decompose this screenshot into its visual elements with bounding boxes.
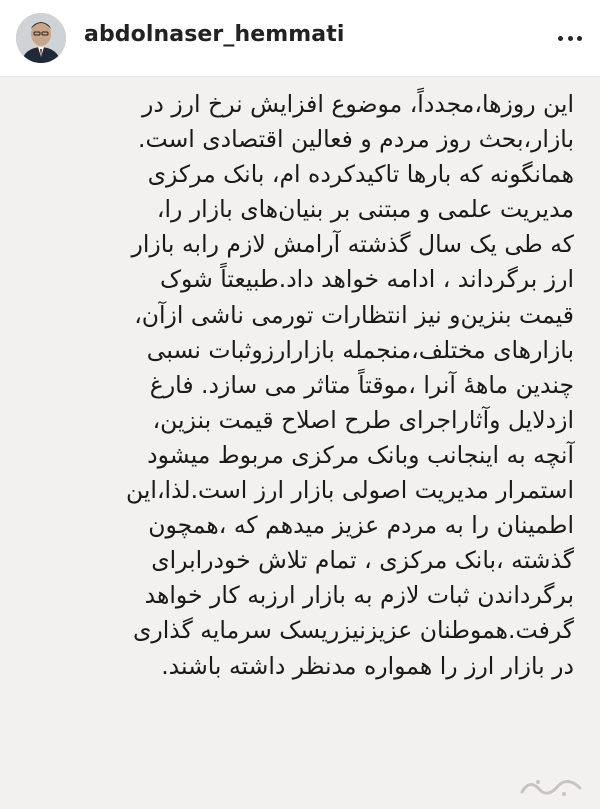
post-line: گذشته ،بانک مرکزی ، تمام تلاش خودرابرای	[151, 546, 574, 575]
watermark-logo	[518, 772, 584, 802]
post-line: استمرار مدیریت اصولی بازار ارز است.لذا،این	[126, 476, 574, 505]
post-line: قیمت بنزین‌و نیز انتظارات تورمی ناشی ازآن،	[134, 300, 574, 329]
post-line: مدیریت علمی و مبتنی بر بنیان‌های بازار را،	[156, 195, 574, 224]
avatar[interactable]	[16, 13, 66, 63]
post-image	[0, 77, 600, 809]
post-line: بازارهای مختلف،منجمله بازارارزوثبات نسبی	[146, 335, 574, 364]
more-options-button[interactable]	[558, 28, 582, 48]
post-line: چندین ماههٔ آنرا ،موقتاً متاثر می سازد. فارغ	[149, 370, 574, 399]
post-line: گرفت.هموطنان عزیزنیزریسک سرمایه گذاری	[133, 616, 574, 645]
post-line: ازدلایل وآثاراجرای طرح اصلاح قیمت بنزین،	[152, 405, 574, 434]
post-line: همانگونه که بارها تاکیدکرده ام، بانک مرکزی	[147, 160, 574, 189]
post-line: که طی یک سال گذشته آرامش لازم رابه بازار	[131, 230, 574, 259]
post-line: برگرداندن ثبات لازم به بازار ارزبه کار خواهد	[144, 581, 574, 610]
post-line: اطمینان را به مردم عزیز میدهم که ،همچون	[148, 511, 574, 540]
post-line: در بازار ارز را همواره مدنظر داشته باشند.	[161, 651, 574, 680]
post-line: این روزها،مجدداً، موضوع افزایش نرخ ارز در	[142, 90, 574, 118]
username[interactable]: abdolnaser_hemmati	[84, 22, 345, 47]
more-options-icon-dot	[577, 36, 582, 41]
post-text	[26, 87, 574, 684]
profile-photo-icon	[16, 13, 66, 63]
more-options-icon-dot	[568, 36, 573, 41]
post-header	[0, 0, 600, 77]
post-line: ارز برگرداند ، ادامه خواهد داد.طبیعتاً شوک	[159, 265, 574, 294]
post-line: آنچه به اینجانب وبانک مرکزی مربوط میشود	[147, 440, 574, 469]
post-line: بازار،بحث روز مردم و فعالین اقتصادی است.	[138, 125, 574, 154]
more-options-icon	[558, 36, 563, 41]
